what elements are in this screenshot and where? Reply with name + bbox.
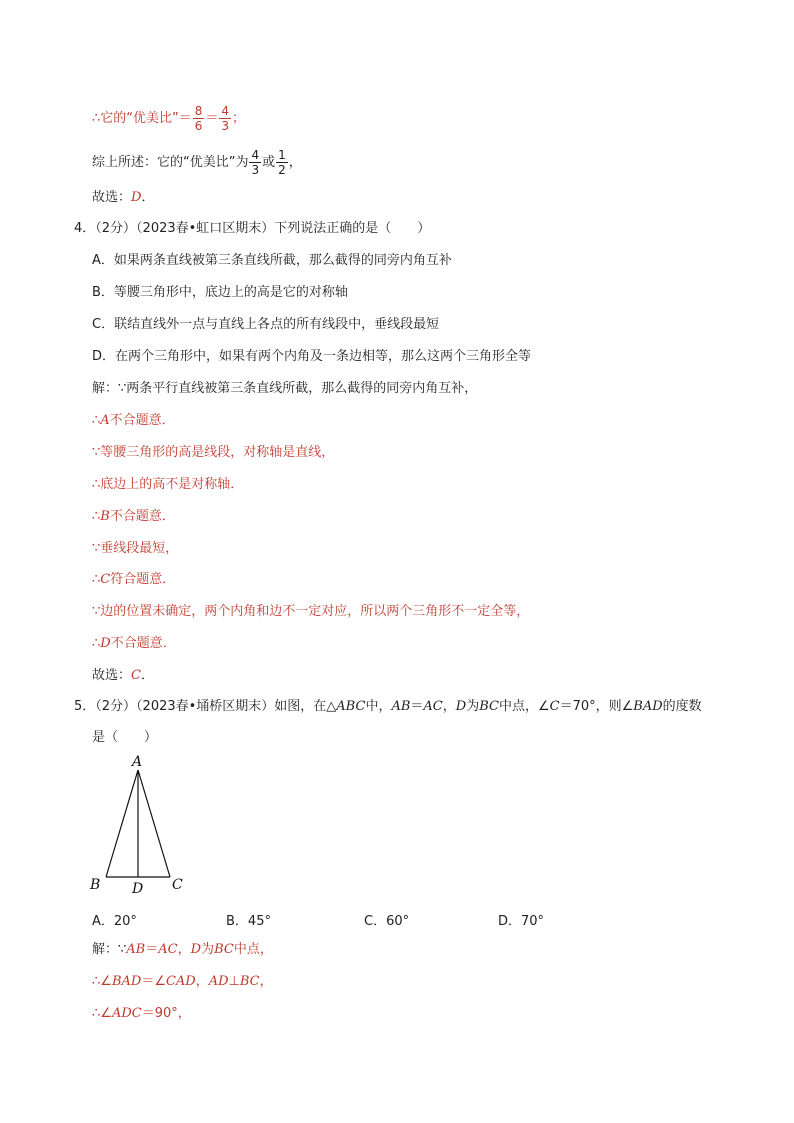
stem-text: ， <box>442 699 456 714</box>
summary-prefix: 综上所述：它的“优美比”为 <box>92 155 249 170</box>
var: BC <box>214 942 234 957</box>
answer-choice: D <box>131 190 142 205</box>
frac-den: 3 <box>251 163 260 177</box>
q5-stem <box>74 698 702 716</box>
var: AC <box>158 942 178 957</box>
stem-text: 的度数 <box>662 699 702 714</box>
var: BAD <box>111 974 142 989</box>
q5-option-b: B．45° <box>226 914 271 929</box>
triangle-svg <box>86 752 206 897</box>
solution-prefix: 解：∵ <box>92 942 127 957</box>
q5-stem-line2: 是（ ） <box>92 730 158 745</box>
var-c: C <box>100 572 111 587</box>
q4-option-c: C．联结直线外一点与直线上各点的所有线段中，垂线段最短 <box>92 317 440 332</box>
stem-text: 5．（2分）（2023春•埇桥区期末）如图，在△ <box>74 699 337 714</box>
var-a: A <box>100 413 110 428</box>
var: AB <box>126 942 146 957</box>
fraction-1-2 <box>276 148 288 177</box>
q4-solution-5 <box>92 508 175 526</box>
frac-den: 6 <box>194 119 203 133</box>
text: 为 <box>201 942 215 957</box>
verdict: 不合题意． <box>109 509 175 524</box>
var: ADC <box>111 1006 142 1021</box>
frac-den: 2 <box>278 163 286 177</box>
q5-solution-1 <box>92 941 273 959</box>
q4-answer <box>92 667 154 685</box>
q5-solution-2 <box>92 973 273 991</box>
side-ac <box>138 770 170 877</box>
therefore: ∴ <box>92 572 101 587</box>
answer-prefix: 故选： <box>92 190 132 205</box>
var: BAD <box>633 699 663 714</box>
text: 中点， <box>233 942 273 957</box>
frac-den: 3 <box>221 119 230 133</box>
q5-solution-3 <box>92 1005 191 1023</box>
q4-solution-6: ∵垂线段最短， <box>92 541 179 556</box>
q5-option-c: C．60° <box>364 914 410 929</box>
equals: ＝ <box>205 111 219 126</box>
var: C <box>549 699 560 714</box>
var: CAD <box>165 974 196 989</box>
summary-suffix: ， <box>288 155 302 170</box>
answer-line-prev <box>92 189 154 207</box>
var: D <box>190 942 202 957</box>
frac-num: 4 <box>221 104 230 118</box>
q4-solution-3: ∵等腰三角形的高是线段，对称轴是直线， <box>92 445 335 460</box>
label-b: B <box>90 877 101 893</box>
side-ab <box>106 770 138 877</box>
ratio-prefix: ∴它的“优美比”＝ <box>92 111 192 126</box>
q4-solution-8: ∵边的位置未确定，两个内角和边不一定对应，所以两个三角形不一定全等， <box>92 604 530 619</box>
label-c: C <box>172 877 183 893</box>
label-d: D <box>132 881 144 897</box>
stem-text: ＝70°，则∠ <box>559 699 634 714</box>
text: ＝90°， <box>141 1006 191 1021</box>
var-b: B <box>100 509 110 524</box>
q4-solution-7 <box>92 571 175 589</box>
equals-angle: ＝∠ <box>141 974 166 989</box>
ratio-suffix: ； <box>232 111 246 126</box>
q4-option-d: D．在两个三角形中，如果有两个内角及一条边相等，那么这两个三角形全等 <box>92 349 532 364</box>
var: BC <box>479 699 499 714</box>
therefore: ∴ <box>92 636 101 651</box>
stem-text: 为 <box>466 699 480 714</box>
or-word: 或 <box>262 155 276 170</box>
comma: ， <box>259 974 273 989</box>
answer-choice: C <box>131 668 141 683</box>
comma: ， <box>177 942 191 957</box>
var: BC <box>239 974 260 989</box>
var-d: D <box>100 636 111 651</box>
comma: ， <box>195 974 209 989</box>
frac-num: 1 <box>278 148 286 162</box>
verdict: 不合题意． <box>109 413 175 428</box>
var: AC <box>423 699 443 714</box>
verdict: 符合题意． <box>110 572 176 587</box>
equals: ＝ <box>145 942 159 957</box>
therefore-angle: ∴∠ <box>92 1006 112 1021</box>
answer-prefix: 故选： <box>92 668 132 683</box>
triangle-figure <box>86 752 206 901</box>
var: AD <box>208 974 229 989</box>
q4-solution-2 <box>92 412 175 430</box>
answer-suffix: ． <box>140 668 154 683</box>
q4-solution-1: 解：∵两条平行直线被第三条直线所截，那么截得的同旁内角互补， <box>92 381 478 396</box>
var: AB <box>391 699 411 714</box>
therefore-angle: ∴∠ <box>92 974 112 989</box>
q4-solution-9 <box>92 635 176 653</box>
answer-suffix: ． <box>141 190 155 205</box>
stem-text: 中， <box>365 699 392 714</box>
q4-option-b: B．等腰三角形中，底边上的高是它的对称轴 <box>92 285 348 300</box>
fraction-4-3 <box>219 104 231 133</box>
fraction-4-3 <box>249 148 261 177</box>
q5-option-a: A．20° <box>92 914 137 929</box>
stem-text: 中点，∠ <box>498 699 550 714</box>
therefore: ∴ <box>92 413 101 428</box>
q4-solution-4: ∴底边上的高不是对称轴． <box>92 477 244 492</box>
q4-option-a: A．如果两条直线被第三条直线所截，那么截得的同旁内角互补 <box>92 253 452 268</box>
var: D <box>455 699 467 714</box>
frac-num: 4 <box>251 148 260 162</box>
therefore: ∴ <box>92 509 101 524</box>
perp: ⊥ <box>228 974 240 989</box>
solution-line-ratio <box>92 104 245 133</box>
stem-text: ＝ <box>410 699 424 714</box>
q4-stem: 4．（2分）（2023春•虹口区期末）下列说法正确的是（ ） <box>74 221 431 236</box>
frac-num: 8 <box>194 104 203 118</box>
summary-line <box>92 148 302 177</box>
var: ABC <box>336 699 366 714</box>
q5-option-d: D．70° <box>498 914 545 929</box>
fraction-8-6 <box>193 104 205 133</box>
verdict: 不合题意． <box>110 636 176 651</box>
label-a: A <box>132 754 143 770</box>
